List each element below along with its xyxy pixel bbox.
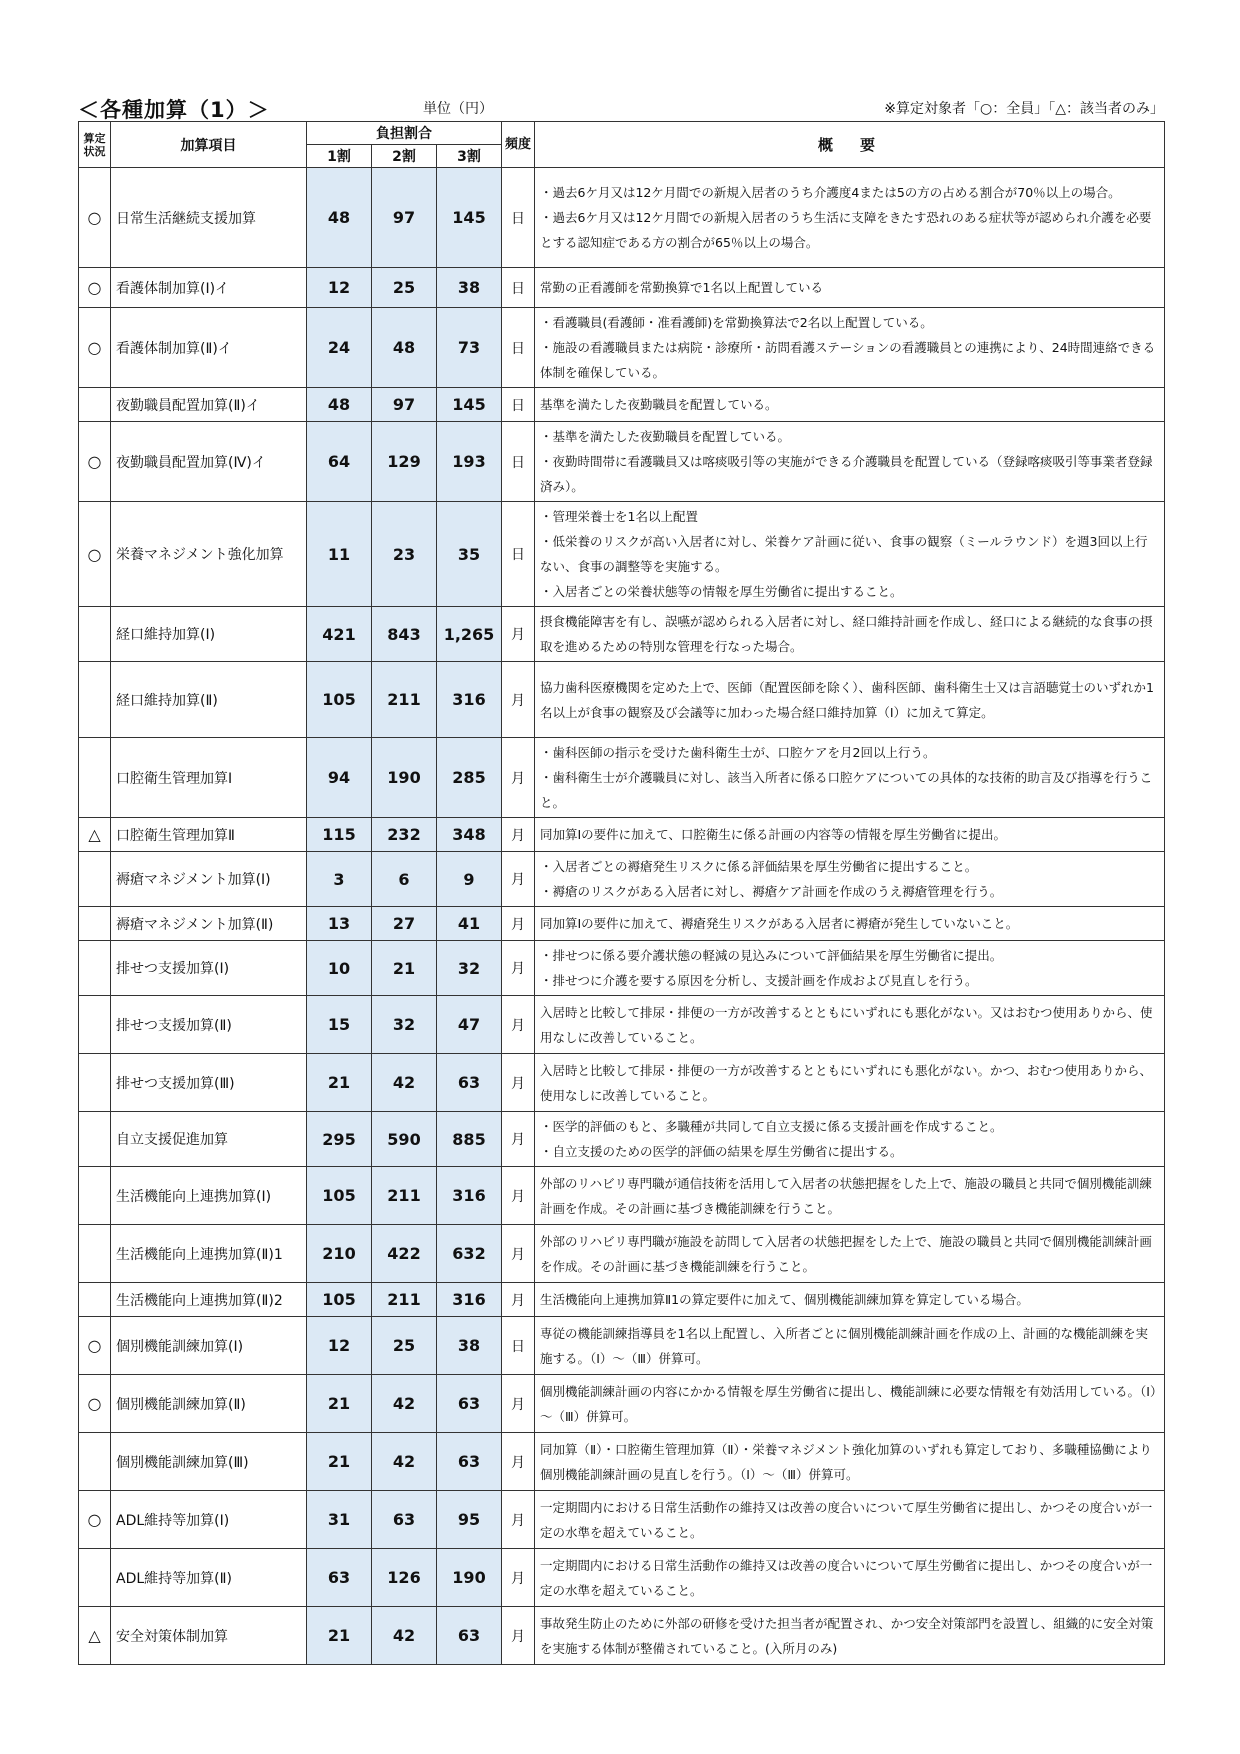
table-row bbox=[79, 1491, 1165, 1549]
rate-1-value: 12 bbox=[307, 1317, 372, 1375]
rate-3-value: 47 bbox=[437, 996, 502, 1054]
rate-3-value: 316 bbox=[437, 662, 502, 738]
table-row bbox=[79, 1375, 1165, 1433]
rate-3-value: 885 bbox=[437, 1112, 502, 1167]
rate-1-value: 15 bbox=[307, 996, 372, 1054]
status-cell bbox=[79, 996, 111, 1054]
rate-3-value: 35 bbox=[437, 502, 502, 607]
rate-2-value: 42 bbox=[372, 1375, 437, 1433]
rate-3-value: 63 bbox=[437, 1607, 502, 1665]
rate-1-value: 11 bbox=[307, 502, 372, 607]
item-name: 夜勤職員配置加算(Ⅳ)イ bbox=[111, 422, 307, 502]
rate-1-value: 94 bbox=[307, 738, 372, 818]
rate-2-value: 97 bbox=[372, 388, 437, 422]
description-line: 一定期間内における日常生活動作の維持又は改善の度合いについて厚生労働省に提出し、かつその度合いが一定の水準を超えていること。 bbox=[540, 1499, 1153, 1540]
frequency-cell: 月 bbox=[502, 1491, 535, 1549]
rate-1-value: 210 bbox=[307, 1225, 372, 1283]
frequency-cell: 日 bbox=[502, 268, 535, 308]
description-cell bbox=[535, 388, 1165, 422]
rate-2-value: 48 bbox=[372, 308, 437, 388]
frequency-cell: 月 bbox=[502, 1607, 535, 1665]
item-name: 経口維持加算(Ⅰ) bbox=[111, 607, 307, 662]
item-name: 日常生活継続支援加算 bbox=[111, 168, 307, 268]
status-cell bbox=[79, 662, 111, 738]
rate-1-value: 21 bbox=[307, 1433, 372, 1491]
status-cell bbox=[79, 1225, 111, 1283]
description-cell bbox=[535, 1607, 1165, 1665]
rate-2-value: 42 bbox=[372, 1433, 437, 1491]
description-cell bbox=[535, 168, 1165, 268]
table-row bbox=[79, 738, 1165, 818]
rate-2-value: 42 bbox=[372, 1607, 437, 1665]
rate-1-value: 421 bbox=[307, 607, 372, 662]
description-line: ・夜勤時間帯に看護職員又は喀痰吸引等の実施ができる介護職員を配置している（登録喀痰吸引等事業者登録済み）。 bbox=[540, 454, 1153, 494]
description-cell bbox=[535, 422, 1165, 502]
description-cell bbox=[535, 818, 1165, 852]
status-cell bbox=[79, 388, 111, 422]
item-name: ADL維持等加算(Ⅱ) bbox=[111, 1549, 307, 1607]
frequency-cell: 日 bbox=[502, 308, 535, 388]
status-cell bbox=[79, 907, 111, 941]
rate-1-value: 105 bbox=[307, 1283, 372, 1317]
header-rate-3: 3割 bbox=[437, 145, 502, 168]
item-name: 生活機能向上連携加算(Ⅰ) bbox=[111, 1167, 307, 1225]
rate-3-value: 32 bbox=[437, 941, 502, 996]
item-name: 生活機能向上連携加算(Ⅱ)2 bbox=[111, 1283, 307, 1317]
status-cell bbox=[79, 738, 111, 818]
table-body bbox=[79, 168, 1165, 1665]
rate-1-value: 21 bbox=[307, 1054, 372, 1112]
description-line: ・入居者ごとの栄養状態等の情報を厚生労働省に提出すること。 bbox=[540, 584, 903, 599]
table-row bbox=[79, 662, 1165, 738]
item-name: 経口維持加算(Ⅱ) bbox=[111, 662, 307, 738]
rate-2-value: 843 bbox=[372, 607, 437, 662]
status-cell bbox=[79, 1054, 111, 1112]
description-cell bbox=[535, 1375, 1165, 1433]
table-row bbox=[79, 1112, 1165, 1167]
frequency-cell: 月 bbox=[502, 996, 535, 1054]
status-cell: ○ bbox=[79, 1375, 111, 1433]
rate-3-value: 285 bbox=[437, 738, 502, 818]
table-row bbox=[79, 941, 1165, 996]
rate-2-value: 129 bbox=[372, 422, 437, 502]
rate-2-value: 190 bbox=[372, 738, 437, 818]
item-name: 口腔衛生管理加算Ⅱ bbox=[111, 818, 307, 852]
description-line: ・入居者ごとの褥瘡発生リスクに係る評価結果を厚生労働省に提出すること。 bbox=[540, 859, 978, 874]
table-row bbox=[79, 308, 1165, 388]
rate-3-value: 190 bbox=[437, 1549, 502, 1607]
status-cell: ○ bbox=[79, 308, 111, 388]
description-line: ・過去6ケ月又は12ケ月間での新規入居者のうち介護度4または5の方の占める割合が70％以上の場合。 bbox=[540, 185, 1121, 200]
header-status: 算定状況 bbox=[79, 122, 111, 168]
rate-2-value: 211 bbox=[372, 1167, 437, 1225]
status-cell: △ bbox=[79, 818, 111, 852]
description-cell bbox=[535, 268, 1165, 308]
rate-1-value: 24 bbox=[307, 308, 372, 388]
rate-3-value: 63 bbox=[437, 1375, 502, 1433]
rate-1-value: 105 bbox=[307, 1167, 372, 1225]
frequency-cell: 月 bbox=[502, 1549, 535, 1607]
item-name: 個別機能訓練加算(Ⅱ) bbox=[111, 1375, 307, 1433]
item-name: 看護体制加算(Ⅱ)イ bbox=[111, 308, 307, 388]
status-cell bbox=[79, 1433, 111, 1491]
rate-1-value: 10 bbox=[307, 941, 372, 996]
table-row bbox=[79, 168, 1165, 268]
description-line: ・排せつに介護を要する原因を分析し、支援計画を作成および見直しを行う。 bbox=[540, 973, 978, 988]
additions-table bbox=[78, 121, 1165, 1665]
description-cell bbox=[535, 1491, 1165, 1549]
header-item: 加算項目 bbox=[111, 122, 307, 168]
frequency-cell: 日 bbox=[502, 1317, 535, 1375]
frequency-cell: 日 bbox=[502, 168, 535, 268]
rate-3-value: 38 bbox=[437, 268, 502, 308]
description-line: ・自立支援のための医学的評価の結果を厚生労働省に提出する。 bbox=[540, 1144, 903, 1159]
rate-2-value: 27 bbox=[372, 907, 437, 941]
rate-2-value: 21 bbox=[372, 941, 437, 996]
description-cell bbox=[535, 1225, 1165, 1283]
rate-1-value: 115 bbox=[307, 818, 372, 852]
status-cell: ○ bbox=[79, 1317, 111, 1375]
rate-1-value: 12 bbox=[307, 268, 372, 308]
item-name: 排せつ支援加算(Ⅰ) bbox=[111, 941, 307, 996]
description-line: 入居時と比較して排尿・排便の一方が改善するとともにいずれにも悪化がない。かつ、おむつ使用ありから、使用なしに改善していること。 bbox=[540, 1062, 1153, 1103]
rate-2-value: 42 bbox=[372, 1054, 437, 1112]
description-cell bbox=[535, 941, 1165, 996]
rate-2-value: 211 bbox=[372, 662, 437, 738]
item-name: 褥瘡マネジメント加算(Ⅱ) bbox=[111, 907, 307, 941]
status-cell bbox=[79, 1112, 111, 1167]
description-line: ・褥瘡のリスクがある入居者に対し、褥瘡ケア計画を作成のうえ褥瘡管理を行う。 bbox=[540, 884, 1003, 899]
description-cell bbox=[535, 1549, 1165, 1607]
legend-note: ※算定対象者「○：全員」「△：該当者のみ」 bbox=[884, 101, 1164, 117]
table-row bbox=[79, 1317, 1165, 1375]
table-row bbox=[79, 852, 1165, 907]
description-line: 同加算（Ⅱ）・口腔衛生管理加算（Ⅱ）・栄養マネジメント強化加算のいずれも算定しており、多職種協働により個別機能訓練計画の見直しを行う。（Ⅰ）～（Ⅲ）併算可。 bbox=[540, 1441, 1152, 1482]
description-line: 事故発生防止のために外部の研修を受けた担当者が配置され、かつ安全対策部門を設置し、組織的に安全対策を実施する体制が整備されていること。(入所月のみ) bbox=[540, 1615, 1154, 1656]
frequency-cell: 日 bbox=[502, 422, 535, 502]
header-rate-1: 1割 bbox=[307, 145, 372, 168]
frequency-cell: 月 bbox=[502, 662, 535, 738]
rate-3-value: 1,265 bbox=[437, 607, 502, 662]
frequency-cell: 月 bbox=[502, 738, 535, 818]
frequency-cell: 日 bbox=[502, 388, 535, 422]
description-line: 外部のリハビリ専門職が通信技術を活用して入居者の状態把握をした上で、施設の職員と共同で個別機能訓練計画を作成。その計画に基づき機能訓練を行うこと。 bbox=[540, 1175, 1152, 1216]
status-cell: ○ bbox=[79, 502, 111, 607]
rate-2-value: 63 bbox=[372, 1491, 437, 1549]
table-row bbox=[79, 907, 1165, 941]
description-cell bbox=[535, 738, 1165, 818]
item-name: 栄養マネジメント強化加算 bbox=[111, 502, 307, 607]
status-cell bbox=[79, 607, 111, 662]
item-name: 褥瘡マネジメント加算(Ⅰ) bbox=[111, 852, 307, 907]
item-name: 個別機能訓練加算(Ⅲ) bbox=[111, 1433, 307, 1491]
rate-1-value: 3 bbox=[307, 852, 372, 907]
page-header bbox=[78, 94, 1164, 120]
description-line: 専従の機能訓練指導員を1名以上配置し、入所者ごとに個別機能訓練計画を作成の上、計画的な機能訓練を実施する。（Ⅰ）～（Ⅲ）併算可。 bbox=[540, 1325, 1148, 1366]
table-row bbox=[79, 388, 1165, 422]
header-rate-2: 2割 bbox=[372, 145, 437, 168]
rate-1-value: 48 bbox=[307, 168, 372, 268]
status-cell bbox=[79, 941, 111, 996]
rate-1-value: 21 bbox=[307, 1607, 372, 1665]
rate-3-value: 38 bbox=[437, 1317, 502, 1375]
description-line: 外部のリハビリ専門職が施設を訪問して入居者の状態把握をした上で、施設の職員と共同で個別機能訓練計画を作成。その計画に基づき機能訓練を行うこと。 bbox=[540, 1233, 1152, 1274]
frequency-cell: 月 bbox=[502, 941, 535, 996]
description-line: 生活機能向上連携加算Ⅱ1の算定要件に加えて、個別機能訓練加算を算定している場合。 bbox=[540, 1292, 1029, 1307]
rate-2-value: 97 bbox=[372, 168, 437, 268]
item-name: 排せつ支援加算(Ⅱ) bbox=[111, 996, 307, 1054]
frequency-cell: 月 bbox=[502, 607, 535, 662]
rate-1-value: 105 bbox=[307, 662, 372, 738]
table-row bbox=[79, 818, 1165, 852]
description-line: 常勤の正看護師を常勤換算で1名以上配置している bbox=[540, 280, 823, 295]
status-cell: ○ bbox=[79, 422, 111, 502]
frequency-cell: 月 bbox=[502, 1225, 535, 1283]
frequency-cell: 月 bbox=[502, 852, 535, 907]
description-line: ・管理栄養士を1名以上配置 bbox=[540, 509, 698, 524]
table-row bbox=[79, 1054, 1165, 1112]
rate-2-value: 32 bbox=[372, 996, 437, 1054]
rate-3-value: 632 bbox=[437, 1225, 502, 1283]
header-burden: 負担割合 bbox=[307, 122, 502, 145]
table-row bbox=[79, 1607, 1165, 1665]
rate-2-value: 25 bbox=[372, 268, 437, 308]
rate-3-value: 63 bbox=[437, 1433, 502, 1491]
rate-3-value: 316 bbox=[437, 1167, 502, 1225]
table-row bbox=[79, 502, 1165, 607]
description-cell bbox=[535, 308, 1165, 388]
status-cell bbox=[79, 1167, 111, 1225]
description-cell bbox=[535, 662, 1165, 738]
description-line: ・施設の看護職員または病院・診療所・訪問看護ステーションの看護職員との連携により、24時間連絡できる体制を確保している。 bbox=[540, 340, 1156, 380]
description-cell bbox=[535, 852, 1165, 907]
rate-1-value: 21 bbox=[307, 1375, 372, 1433]
rate-3-value: 145 bbox=[437, 168, 502, 268]
item-name: 排せつ支援加算(Ⅲ) bbox=[111, 1054, 307, 1112]
description-cell bbox=[535, 1112, 1165, 1167]
rate-3-value: 348 bbox=[437, 818, 502, 852]
rate-3-value: 9 bbox=[437, 852, 502, 907]
description-line: 同加算Ⅰの要件に加えて、褥瘡発生リスクがある入居者に褥瘡が発生していないこと。 bbox=[540, 916, 1019, 931]
status-cell bbox=[79, 852, 111, 907]
table-row bbox=[79, 996, 1165, 1054]
description-line: 協力歯科医療機関を定めた上で、医師（配置医師を除く）、歯科医師、歯科衛生士又は言語聴覚士のいずれか1名以上が食事の観察及び会議等に加わった場合経口維持加算（Ⅰ）に加えて算定。 bbox=[540, 679, 1154, 720]
description-line: ・低栄養のリスクが高い入居者に対し、栄養ケア計画に従い、食事の観察（ミールラウンド）を週3回以上行ない、食事の調整等を実施する。 bbox=[540, 534, 1148, 574]
item-name: 自立支援促進加算 bbox=[111, 1112, 307, 1167]
description-cell bbox=[535, 502, 1165, 607]
rate-2-value: 23 bbox=[372, 502, 437, 607]
description-line: ・医学的評価のもと、多職種が共同して自立支援に係る支援計画を作成すること。 bbox=[540, 1119, 1003, 1134]
frequency-cell: 日 bbox=[502, 502, 535, 607]
table-row bbox=[79, 268, 1165, 308]
status-cell: ○ bbox=[79, 1491, 111, 1549]
frequency-cell: 月 bbox=[502, 1433, 535, 1491]
rate-3-value: 316 bbox=[437, 1283, 502, 1317]
frequency-cell: 月 bbox=[502, 1375, 535, 1433]
description-line: ・過去6ケ月又は12ケ月間での新規入居者のうち生活に支障をきたす恐れのある症状等が認められ介護を必要とする認知症である方の割合が65％以上の場合。 bbox=[540, 210, 1152, 250]
frequency-cell: 月 bbox=[502, 1054, 535, 1112]
item-name: 口腔衛生管理加算Ⅰ bbox=[111, 738, 307, 818]
item-name: 生活機能向上連携加算(Ⅱ)1 bbox=[111, 1225, 307, 1283]
frequency-cell: 月 bbox=[502, 818, 535, 852]
rate-1-value: 48 bbox=[307, 388, 372, 422]
rate-1-value: 64 bbox=[307, 422, 372, 502]
header-frequency: 頻度 bbox=[502, 122, 535, 168]
description-line: ・歯科医師の指示を受けた歯科衛生士が、口腔ケアを月2回以上行う。 bbox=[540, 745, 936, 760]
rate-3-value: 95 bbox=[437, 1491, 502, 1549]
page-title: ＜各種加算（1）＞ bbox=[78, 98, 270, 122]
description-cell bbox=[535, 996, 1165, 1054]
table-row bbox=[79, 1283, 1165, 1317]
rate-1-value: 13 bbox=[307, 907, 372, 941]
description-cell bbox=[535, 607, 1165, 662]
rate-1-value: 295 bbox=[307, 1112, 372, 1167]
item-name: 看護体制加算(Ⅰ)イ bbox=[111, 268, 307, 308]
header-overview: 概 要 bbox=[535, 122, 1165, 168]
frequency-cell: 月 bbox=[502, 907, 535, 941]
description-line: 同加算Ⅰの要件に加えて、口腔衛生に係る計画の内容等の情報を厚生労働省に提出。 bbox=[540, 827, 1006, 842]
item-name: ADL維持等加算(Ⅰ) bbox=[111, 1491, 307, 1549]
rate-2-value: 232 bbox=[372, 818, 437, 852]
description-cell bbox=[535, 1054, 1165, 1112]
status-cell bbox=[79, 1283, 111, 1317]
rate-1-value: 63 bbox=[307, 1549, 372, 1607]
table-row bbox=[79, 1167, 1165, 1225]
description-line: 基準を満たした夜勤職員を配置している。 bbox=[540, 397, 778, 412]
status-cell: △ bbox=[79, 1607, 111, 1665]
item-name: 安全対策体制加算 bbox=[111, 1607, 307, 1665]
description-line: 入居時と比較して排尿・排便の一方が改善するとともにいずれにも悪化がない。又はおむつ使用ありから、使用なしに改善していること。 bbox=[540, 1004, 1153, 1045]
frequency-cell: 月 bbox=[502, 1167, 535, 1225]
description-cell bbox=[535, 1283, 1165, 1317]
item-name: 夜勤職員配置加算(Ⅱ)イ bbox=[111, 388, 307, 422]
status-cell: ○ bbox=[79, 168, 111, 268]
description-cell bbox=[535, 1317, 1165, 1375]
description-cell bbox=[535, 1167, 1165, 1225]
rate-2-value: 211 bbox=[372, 1283, 437, 1317]
description-cell bbox=[535, 907, 1165, 941]
rate-3-value: 41 bbox=[437, 907, 502, 941]
table-row bbox=[79, 607, 1165, 662]
rate-2-value: 25 bbox=[372, 1317, 437, 1375]
table-row bbox=[79, 1225, 1165, 1283]
description-line: ・基準を満たした夜勤職員を配置している。 bbox=[540, 429, 791, 444]
status-cell bbox=[79, 1549, 111, 1607]
rate-2-value: 422 bbox=[372, 1225, 437, 1283]
description-line: ・排せつに係る要介護状態の軽減の見込みについて評価結果を厚生労働省に提出。 bbox=[540, 948, 1003, 963]
table-row bbox=[79, 1549, 1165, 1607]
unit-label: 単位（円） bbox=[423, 101, 493, 117]
item-name: 個別機能訓練加算(Ⅰ) bbox=[111, 1317, 307, 1375]
rate-1-value: 31 bbox=[307, 1491, 372, 1549]
table-row bbox=[79, 1433, 1165, 1491]
rate-3-value: 193 bbox=[437, 422, 502, 502]
description-line: ・看護職員(看護師・准看護師)を常勤換算法で2名以上配置している。 bbox=[540, 315, 933, 330]
frequency-cell: 月 bbox=[502, 1112, 535, 1167]
rate-2-value: 126 bbox=[372, 1549, 437, 1607]
description-line: 個別機能訓練計画の内容にかかる情報を厚生労働省に提出し、機能訓練に必要な情報を有効活用している。（Ⅰ）～（Ⅲ）併算可。 bbox=[540, 1383, 1157, 1424]
rate-2-value: 6 bbox=[372, 852, 437, 907]
description-cell bbox=[535, 1433, 1165, 1491]
rate-3-value: 145 bbox=[437, 388, 502, 422]
description-line: 一定期間内における日常生活動作の維持又は改善の度合いについて厚生労働省に提出し、かつその度合いが一定の水準を超えていること。 bbox=[540, 1557, 1153, 1598]
rate-2-value: 590 bbox=[372, 1112, 437, 1167]
table-row bbox=[79, 422, 1165, 502]
frequency-cell: 月 bbox=[502, 1283, 535, 1317]
rate-3-value: 73 bbox=[437, 308, 502, 388]
description-line: 摂食機能障害を有し、誤嚥が認められる入居者に対し、経口維持計画を作成し、経口による継続的な食事の摂取を進めるための特別な管理を行なった場合。 bbox=[540, 614, 1153, 654]
rate-3-value: 63 bbox=[437, 1054, 502, 1112]
description-line: ・歯科衛生士が介護職員に対し、該当入所者に係る口腔ケアについての具体的な技術的助言及び指導を行うこと。 bbox=[540, 770, 1153, 810]
status-cell: ○ bbox=[79, 268, 111, 308]
